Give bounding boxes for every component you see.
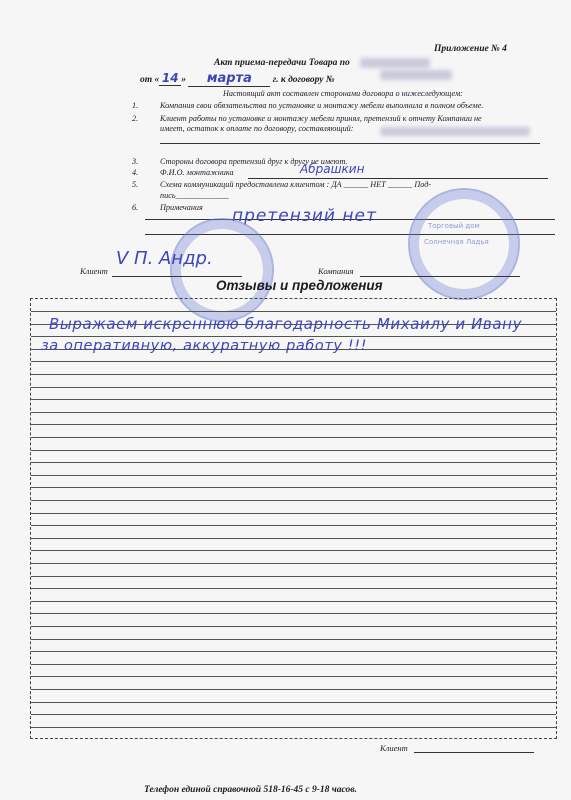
notes-handwriting: претензий нет — [232, 206, 377, 226]
ruled-line — [31, 475, 556, 476]
ruled-line — [31, 437, 556, 438]
item-number: 3. — [132, 157, 139, 166]
client-signature-handwriting: V П. Андр. — [116, 248, 213, 269]
ruled-line — [31, 626, 556, 627]
item-number: 4. — [132, 168, 139, 177]
item-number: 5. — [132, 180, 139, 189]
company-stamp-text: Торговый дом — [428, 222, 480, 230]
item-text: Ф.И.О. монтажника — [160, 168, 234, 177]
ruled-line — [31, 525, 556, 526]
redacted-contract-number — [380, 70, 452, 80]
item-text: Компания свои обязательства по установке и монтажу мебели выполнила в полном объеме. — [160, 101, 484, 110]
ruled-line — [31, 588, 556, 589]
ruled-line — [31, 689, 556, 690]
company-signature-line — [360, 276, 520, 277]
feedback-handwriting-line: за оперативную, аккуратную работу !!! — [41, 338, 368, 354]
ruled-line — [31, 487, 556, 488]
date-mid: » — [181, 75, 187, 85]
ruled-line — [31, 387, 556, 388]
ruled-line — [31, 576, 556, 577]
ruled-line — [31, 727, 556, 728]
ruled-line — [31, 361, 556, 362]
item-text: Клиент работы по установке и монтажу мебели принял, претензий к отчету Компании не — [160, 114, 482, 123]
item-text-continued: имеет, остаток к оплате по договору, составляющий: — [160, 124, 354, 133]
ruled-line — [31, 639, 556, 640]
item-number: 2. — [132, 114, 139, 123]
ruled-line — [31, 676, 556, 677]
feedback-box — [30, 298, 557, 739]
item-number: 6. — [132, 203, 139, 212]
ruled-line — [31, 538, 556, 539]
item-text-continued: пись_____________ — [160, 191, 229, 200]
date-month: марта — [188, 71, 270, 87]
ruled-line — [31, 664, 556, 665]
redacted-contract-ref — [360, 58, 430, 68]
date-line — [140, 71, 335, 87]
installer-name-handwriting: Абрашкин — [300, 162, 365, 176]
ruled-line — [31, 651, 556, 652]
ruled-line — [31, 550, 556, 551]
ruled-line — [31, 462, 556, 463]
date-day: 14 — [159, 71, 181, 86]
ruled-line — [31, 500, 556, 501]
company-label: Компания — [318, 266, 354, 276]
ruled-line — [31, 563, 556, 564]
ruled-line — [31, 601, 556, 602]
ruled-line — [31, 613, 556, 614]
company-stamp-text: Солнечная Ладья — [424, 238, 489, 246]
ruled-line — [31, 374, 556, 375]
ruled-line — [31, 424, 556, 425]
intro-text: Настоящий акт составлен сторонами договора о нижеследующем: — [223, 89, 463, 98]
item-text: Схема коммуникаций предоставлена клиентом : ДА ______ НЕТ ______ Под- — [160, 180, 432, 189]
date-prefix: от « — [140, 75, 160, 85]
ruled-line — [31, 412, 556, 413]
feedback-handwriting-line: Выражаем искреннюю благодарность Михаилу и Ивану — [49, 315, 523, 333]
date-suffix: г. к договору № — [272, 75, 335, 85]
ruled-line — [31, 702, 556, 703]
redacted-amount — [380, 127, 530, 136]
feedback-heading: Отзывы и предложения — [216, 278, 383, 293]
item-number: 1. — [132, 101, 139, 110]
ruled-line — [31, 513, 556, 514]
client-bottom-label: Клиент — [380, 743, 408, 753]
installer-name-line — [248, 178, 548, 179]
ruled-line — [31, 714, 556, 715]
ruled-line — [31, 450, 556, 451]
ruled-line — [31, 399, 556, 400]
footer-phone: Телефон единой справочной 518-16-45 с 9-18 часов. — [144, 785, 357, 795]
ruled-line — [31, 311, 556, 312]
ruled-lines — [31, 299, 556, 738]
document-title: Акт приема-передачи Товара по — [214, 58, 350, 68]
blank-line — [160, 143, 540, 144]
annex-number: Приложение № 4 — [434, 44, 507, 54]
client-bottom-signature-line — [414, 752, 534, 753]
client-label: Клиент — [80, 266, 108, 276]
client-signature-line — [112, 276, 242, 277]
item-text: Стороны договора претензий друг к другу не имеют. — [160, 157, 348, 166]
item-text: Примечания — [160, 203, 203, 212]
